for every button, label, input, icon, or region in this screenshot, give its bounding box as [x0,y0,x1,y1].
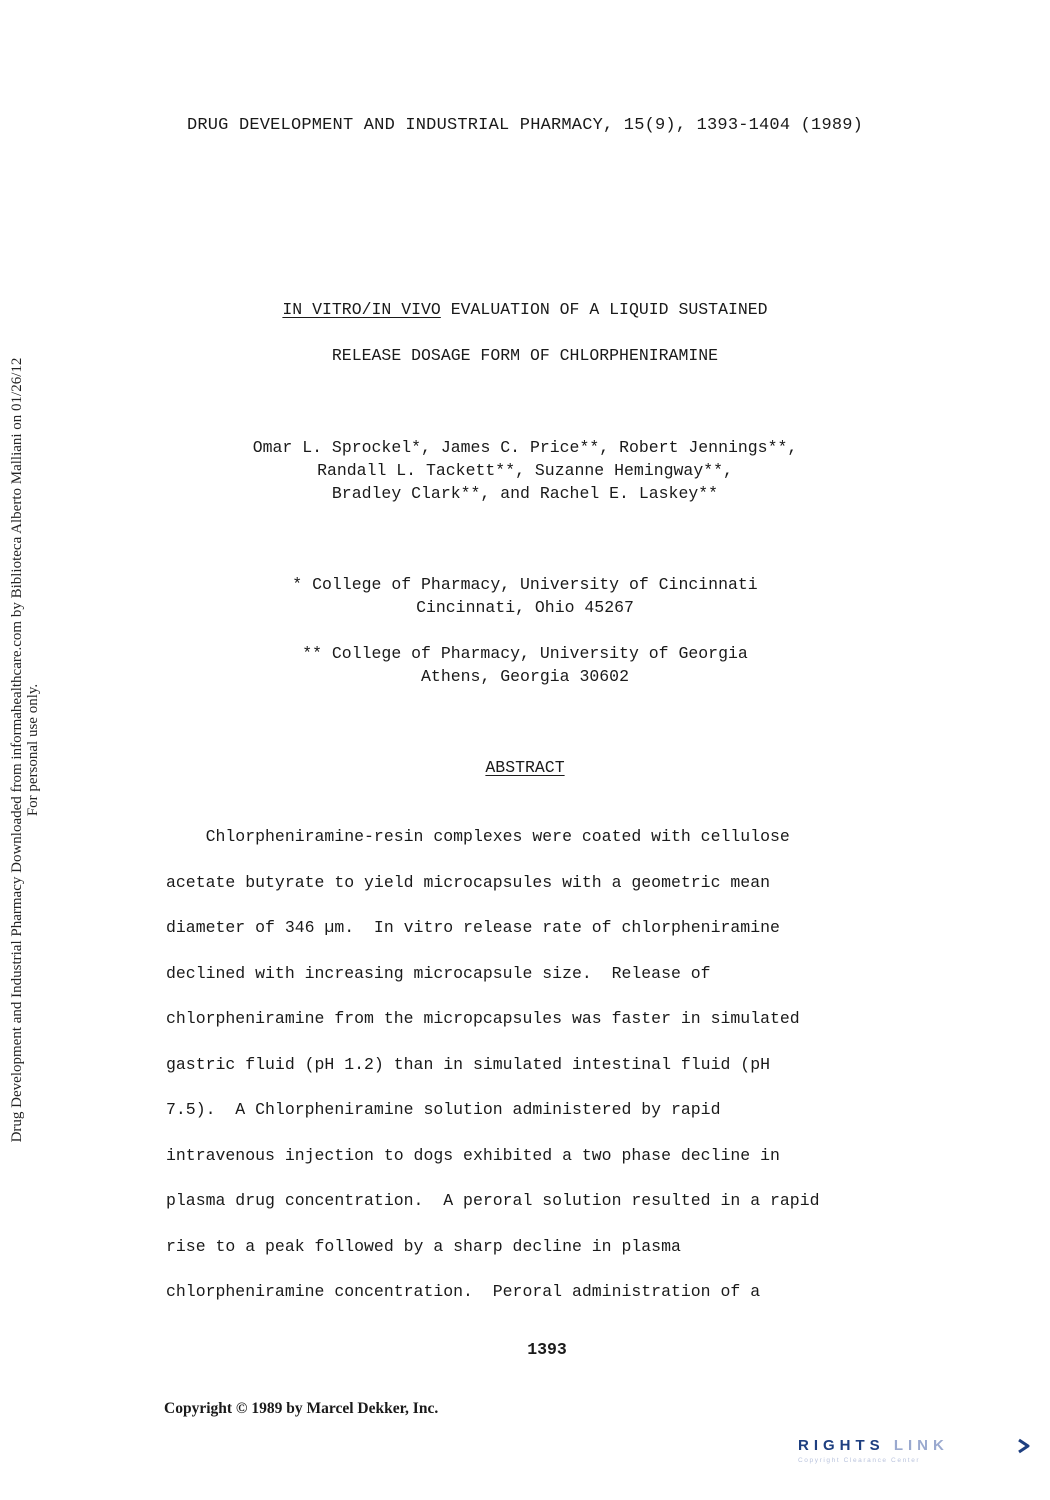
copyright-notice: Copyright © 1989 by Marcel Dekker, Inc. [164,1400,439,1417]
rightslink-arrow-icon [1016,1438,1032,1454]
affiliation-line: ** College of Pharmacy, University of Georgia [302,644,748,663]
rightslink-wordmark [798,1437,1034,1455]
rightslink-subtitle: Copyright Clearance Center [798,1457,921,1464]
author-line: Bradley Clark**, and Rachel E. Laskey** [331,484,719,503]
download-notice-line2: For personal use only. [25,683,41,817]
abstract-heading: ABSTRACT [485,758,565,777]
affiliation-cincinnati [0,573,1050,619]
title-underlined-part: IN VITRO/IN VIVO [282,300,441,319]
rightslink-logo [798,1437,1034,1473]
article-title-line2: RELEASE DOSAGE FORM OF CHLORPHENIRAMINE [331,346,719,365]
author-line: Randall L. Tackett**, Suzanne Hemingway**, [317,461,733,480]
abstract-line: 7.5). A Chlorpheniramine solution administered by rapid [166,1100,721,1119]
author-line: Omar L. Sprockel*, James C. Price**, Robert Jennings**, [252,438,798,457]
abstract-line: plasma drug concentration. A peroral solution resulted in a rapid [166,1191,820,1210]
article-title-line1 [0,300,1050,319]
abstract-line: rise to a peak followed by a sharp decline in plasma [166,1236,681,1256]
abstract-body [166,822,926,1323]
title-line1-rest: EVALUATION OF A LIQUID SUSTAINED [440,300,768,319]
download-notice-line1: Drug Development and Industrial Pharmacy Downloaded from informahealthcare.com by Biblioteca Alberto Malliani on 01/26/12 [9,357,25,1143]
affiliation-line: Athens, Georgia 30602 [421,667,629,686]
author-list [0,436,1050,505]
abstract-line: diameter of 346 µm. In vitro release rate of chlorpheniramine [166,918,780,937]
abstract-line: gastric fluid (pH 1.2) than in simulated intestinal fluid (pH [166,1054,770,1074]
download-notice-sidebar [0,0,50,1500]
abstract-line: acetate butyrate to yield microcapsules with a geometric mean [166,872,770,892]
affiliation-line: Cincinnati, Ohio 45267 [416,598,634,617]
abstract-line: Chlorpheniramine-resin complexes were coated with cellulose [166,827,790,846]
abstract-line: intravenous injection to dogs exhibited a two phase decline in [166,1145,780,1165]
journal-citation: DRUG DEVELOPMENT AND INDUSTRIAL PHARMACY, 15(9), 1393-1404 (1989) [186,116,864,135]
page-number: 1393 [527,1340,567,1359]
affiliation-georgia [0,642,1050,688]
abstract-line: chlorpheniramine from the micropcapsules was faster in simulated [166,1009,800,1028]
affiliation-line: * College of Pharmacy, University of Cincinnati [292,575,758,594]
rightslink-word-light: LINK [893,1437,949,1454]
abstract-line: declined with increasing microcapsule size. Release of [166,963,711,983]
abstract-line: chlorpheniramine concentration. Peroral administration of a [166,1282,761,1301]
rightslink-word-dark: RIGHTS [798,1437,885,1454]
